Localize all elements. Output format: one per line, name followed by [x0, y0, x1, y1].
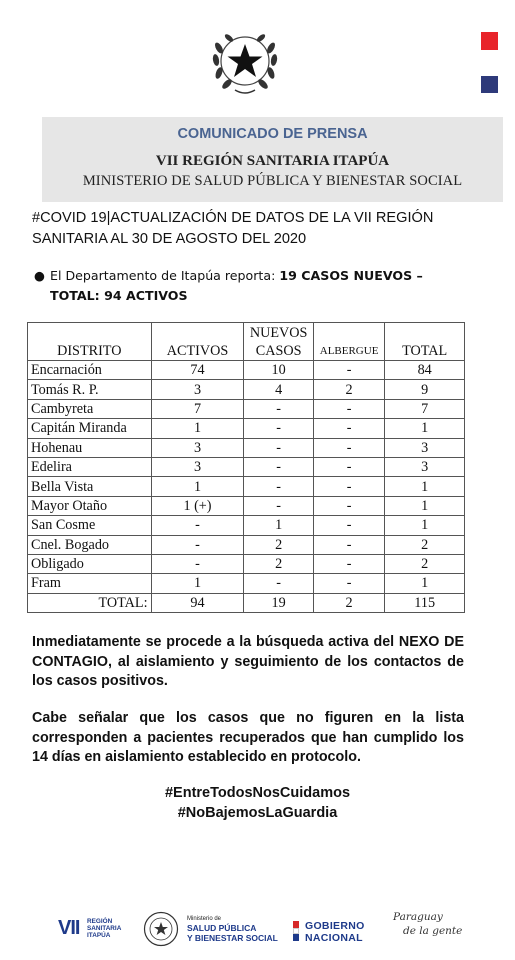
- cell-albergue: -: [313, 535, 384, 554]
- banner-title: COMUNICADO DE PRENSA: [177, 126, 368, 142]
- ministry-name: MINISTERIO DE SALUD PÚBLICA Y BIENESTAR SOCIAL: [82, 173, 463, 189]
- cell-activos: 1 (+): [151, 496, 244, 515]
- cell-nuevos: 1: [244, 516, 313, 535]
- gobierno-text: [305, 920, 365, 944]
- vii-logo-text: [87, 918, 121, 939]
- red-corner-square: [481, 32, 498, 50]
- cell-nuevos: -: [244, 496, 313, 515]
- gobierno-nacional-logo: [293, 919, 383, 945]
- paraguay-de-la-gente-logo: [393, 910, 463, 948]
- cell-total: 2: [385, 535, 465, 554]
- cell-distrito: Mayor Otaño: [28, 496, 152, 515]
- table-row: [28, 419, 465, 438]
- table-row: [28, 477, 465, 496]
- total-albergue: 2: [313, 593, 384, 612]
- cell-activos: 1: [151, 574, 244, 593]
- cell-total: 2: [385, 554, 465, 573]
- hashtag-2: #NoBajemosLaGuardia: [177, 805, 338, 821]
- blue-corner-square: [481, 76, 498, 93]
- cell-albergue: 2: [313, 380, 384, 399]
- ministry-line1: SALUD PÚBLICA: [187, 923, 257, 933]
- cell-total: 9: [385, 380, 465, 399]
- total-nuevos: 19: [244, 593, 313, 612]
- cell-total: 7: [385, 399, 465, 418]
- table-row: [28, 361, 465, 380]
- bullet-dot-icon: ●: [34, 268, 45, 283]
- cell-nuevos: -: [244, 574, 313, 593]
- cell-activos: 74: [151, 361, 244, 380]
- vii-line3: ITAPÚA: [87, 932, 111, 939]
- bullet-bold-text: 19 CASOS NUEVOS – TOTAL: 94 ACTIVOS: [50, 268, 423, 303]
- recovered-note-paragraph: Cabe señalar que los casos que no figuren en la lista corresponden a pacientes recuperados que han cumplido los 14 días en aislamiento establecido en protocolo.: [32, 710, 464, 765]
- headline: #COVID 19|ACTUALIZACIÓN DE DATOS DE LA VII REGIÓN SANITARIA AL 30 DE AGOSTO DEL 2020: [32, 210, 434, 247]
- hashtags: [0, 783, 515, 823]
- cell-albergue: -: [313, 477, 384, 496]
- cell-total: 1: [385, 496, 465, 515]
- cell-activos: 3: [151, 457, 244, 476]
- cell-albergue: -: [313, 438, 384, 457]
- cell-albergue: -: [313, 496, 384, 515]
- ministry-small-text: Ministerio de: [187, 916, 222, 922]
- total-activos: 94: [151, 593, 244, 612]
- table-row: [28, 535, 465, 554]
- cell-activos: 7: [151, 399, 244, 418]
- cell-distrito: San Cosme: [28, 516, 152, 535]
- total-total: 115: [385, 593, 465, 612]
- cell-albergue: -: [313, 574, 384, 593]
- cell-total: 1: [385, 419, 465, 438]
- cell-albergue: -: [313, 361, 384, 380]
- table-row: [28, 380, 465, 399]
- cell-activos: 3: [151, 380, 244, 399]
- cell-albergue: -: [313, 554, 384, 573]
- region-name: VII REGIÓN SANITARIA ITAPÚA: [155, 153, 390, 169]
- header-activos: ACTIVOS: [151, 323, 244, 361]
- table-row: [28, 554, 465, 573]
- flag-icon: [293, 921, 299, 941]
- paragraph1-part-a: Inmediatamente se procede a la búsqueda activa del: [32, 634, 399, 650]
- cell-total: 3: [385, 457, 465, 476]
- table-row: [28, 399, 465, 418]
- cell-distrito: Hohenau: [28, 438, 152, 457]
- table-row: [28, 438, 465, 457]
- paraguay-logo-text: [393, 910, 462, 938]
- cell-albergue: -: [313, 516, 384, 535]
- table-total-row: [28, 593, 465, 612]
- cell-distrito: Fram: [28, 574, 152, 593]
- cell-distrito: Cnel. Bogado: [28, 535, 152, 554]
- paragraph1-part-b: NEXO DE CONTAGIO: [32, 634, 464, 670]
- paragraph1-part-c: , al aislamiento y seguimiento de los contactos de los casos positivos.: [32, 653, 464, 689]
- bullet-text: El Departamento de Itapúa reporta:: [50, 268, 276, 283]
- vii-line2: SANITARIA: [87, 925, 122, 932]
- cell-total: 3: [385, 438, 465, 457]
- total-label: TOTAL:: [28, 593, 152, 612]
- header-albergue: ALBERGUE: [313, 323, 384, 361]
- press-release-banner: [42, 117, 503, 202]
- cell-distrito: Cambyreta: [28, 399, 152, 418]
- ministry-seal-icon: [143, 911, 179, 947]
- gobierno-line2: NACIONAL: [305, 932, 363, 944]
- cell-nuevos: -: [244, 419, 313, 438]
- cell-nuevos: 2: [244, 535, 313, 554]
- table-row: [28, 457, 465, 476]
- header-total: TOTAL: [385, 323, 465, 361]
- cell-activos: 1: [151, 419, 244, 438]
- vii-line1: REGIÓN: [87, 918, 113, 925]
- cell-albergue: -: [313, 419, 384, 438]
- cell-distrito: Edelira: [28, 457, 152, 476]
- cell-nuevos: -: [244, 457, 313, 476]
- hashtag-1: #EntreTodosNosCuidamos: [164, 785, 351, 801]
- contact-tracing-paragraph: [32, 633, 464, 692]
- cell-activos: -: [151, 516, 244, 535]
- cell-distrito: Bella Vista: [28, 477, 152, 496]
- cell-nuevos: 10: [244, 361, 313, 380]
- laurel-star-emblem-icon: [205, 28, 285, 98]
- cell-nuevos: -: [244, 438, 313, 457]
- cell-albergue: -: [313, 457, 384, 476]
- cell-total: 1: [385, 574, 465, 593]
- footer-logos: [0, 905, 515, 951]
- cell-nuevos: 2: [244, 554, 313, 573]
- cell-total: 1: [385, 477, 465, 496]
- cell-nuevos: 4: [244, 380, 313, 399]
- table-row: [28, 516, 465, 535]
- paraguay-line1: Paraguay: [393, 911, 443, 923]
- cell-activos: -: [151, 554, 244, 573]
- cell-albergue: -: [313, 399, 384, 418]
- cell-activos: -: [151, 535, 244, 554]
- table-header-row: [28, 323, 465, 361]
- vii-mark: VII: [58, 917, 80, 939]
- ministry-line2: Y BIENESTAR SOCIAL: [187, 933, 278, 943]
- cell-total: 84: [385, 361, 465, 380]
- cell-distrito: Tomás R. P.: [28, 380, 152, 399]
- cell-nuevos: -: [244, 477, 313, 496]
- cell-distrito: Encarnación: [28, 361, 152, 380]
- vii-region-logo: [58, 915, 128, 943]
- cell-activos: 1: [151, 477, 244, 496]
- ministry-logo-text: [187, 923, 278, 943]
- ministry-logo: [143, 911, 293, 949]
- header-distrito: DISTRITO: [28, 323, 152, 361]
- cell-total: 1: [385, 516, 465, 535]
- table-row: [28, 496, 465, 515]
- cell-distrito: Obligado: [28, 554, 152, 573]
- paraguay-line2: de la gente: [403, 925, 463, 937]
- cases-table: [27, 322, 465, 613]
- gobierno-line1: GOBIERNO: [305, 920, 365, 932]
- bullet-summary: [34, 266, 470, 306]
- cell-nuevos: -: [244, 399, 313, 418]
- table-row: [28, 574, 465, 593]
- cell-activos: 3: [151, 438, 244, 457]
- header-nuevos: NUEVOS CASOS: [244, 323, 313, 361]
- cell-distrito: Capitán Miranda: [28, 419, 152, 438]
